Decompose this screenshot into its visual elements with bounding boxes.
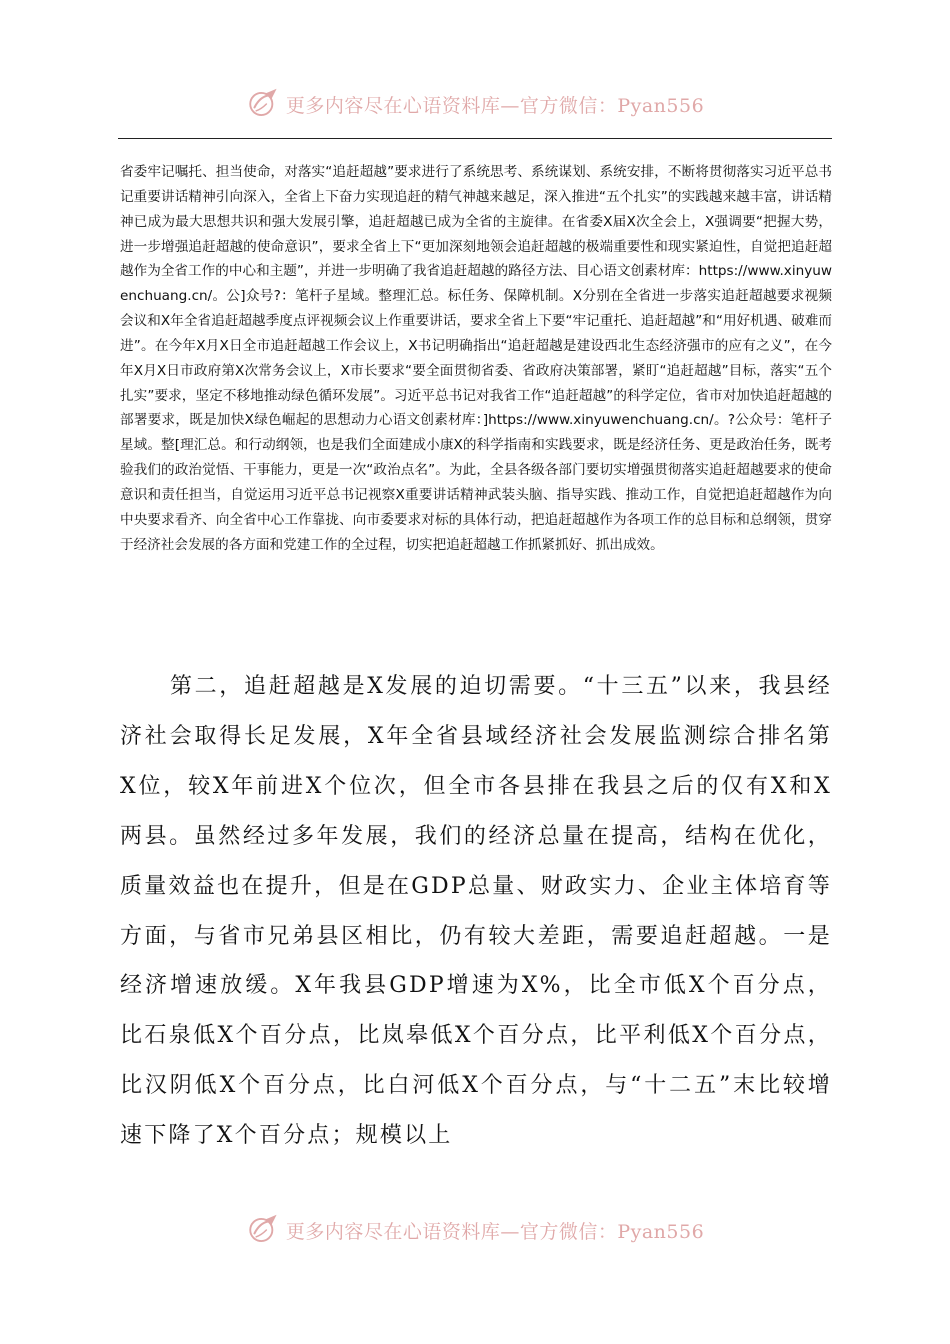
header-divider (118, 138, 832, 139)
logo-icon (246, 87, 280, 121)
header-watermark (0, 84, 950, 124)
watermark-text: 更多内容尽在心语资料库—官方微信：Pyan556 (285, 1220, 705, 1243)
body-paragraph-2: 第二，追赶超越是X发展的迫切需要。“十三五”以来，我县经济社会取得长足发展，X年全省县域经济社会发展监测综合排名第X位，较X年前进X个位次，但全市各县排在我县之后的仅有X和X两县。虽然经过多年发展，我们的经济总量在提高，结构在优化，质量效益也在提升，但是在GDP总量、财政实力、企业主体培育等方面，与省市兄弟县区相比，仍有较大差距，需要追赶超越。一是经济增速放缓。X年我县GDP增速为X%，比全市低X个百分点，比石泉低X个百分点，比岚皋低X个百分点，比平利低X个百分点，比汉阴低X个百分点，比白河低X个百分点，与“十二五”末比较增速下降了X个百分点；规模以上 (120, 674, 832, 1149)
body-paragraph-1: 省委牢记嘱托、担当使命，对落实“追赶超越”要求进行了系统思考、系统谋划、系统安排，不断将贯彻落实习近平总书记重要讲话精神引向深入，全省上下奋力实现追赶的精气神越来越足，深入推进“五个扎实”的实践越来越丰富，讲话精神已成为最大思想共识和强大发展引擎，追赶超越已成为全省的主旋律。在省委X届X次全会上，X强调要“把握大势，进一步增强追赶超越的使命意识”，要求全省上下“更加深刻地领会追赶超越的极端重要性和现实紧迫性，自觉把追赶超越作为全省工作的中心和主题”，并进一步明确了我省追赶超越的路径方法、目心语文创素材库：https://www.xinyuwenchuang.cn/。公]众号?：笔杆子星域。整理汇总。标任务、保障机制。X分别在全省进一步落实追赶超越要求视频会议和X年全省追赶超越季度点评视频会议上作重要讲话，要求全省上下要“牢记重托、追赶超越”和“用好机遇、破难而进”。在今年X月X日全市追赶超越工作会议上，X书记明确指出“追赶超越是建设西北生态经济强市的应有之义”，在今年X月X日市政府第X次常务会议上，X市长要求“要全面贯彻省委、省政府决策部署，紧盯“追赶超越”目标，落实“五个扎实”要求，坚定不移地推动绿色循环发展”。习近平总书记对我省工作“追赶超越”的科学定位，省市对加快追赶超越的部署要求，既是加快X绿色崛起的思想动力心语文创素材库：]https://www.xinyuwenchuang.cn/。?公众号：笔杆子星域。整[理汇总。和行动纲领，也是我们全面建成小康X的科学指南和实践要求，既是经济任务、更是政治任务，既考验我们的政治觉悟、干事能力，更是一次“政治点名”。为此，全县各级各部门要切实增强贯彻落实追赶超越要求的使命意识和责任担当，自觉运用习近平总书记视察X重要讲话精神武装头脑、指导实践、推动工作，自觉把追赶超越作为向中央要求看齐、向全省中心工作靠拢、向市委要求对标的具体行动，把追赶超越作为各项工作的总目标和总纲领，贯穿于经济社会发展的各方面和党建工作的全过程，切实把追赶超越工作抓紧抓好、抓出成效。 (120, 164, 832, 553)
logo-icon (246, 1213, 280, 1247)
footer-watermark (0, 1210, 950, 1250)
watermark-text: 更多内容尽在心语资料库—官方微信：Pyan556 (285, 94, 705, 117)
